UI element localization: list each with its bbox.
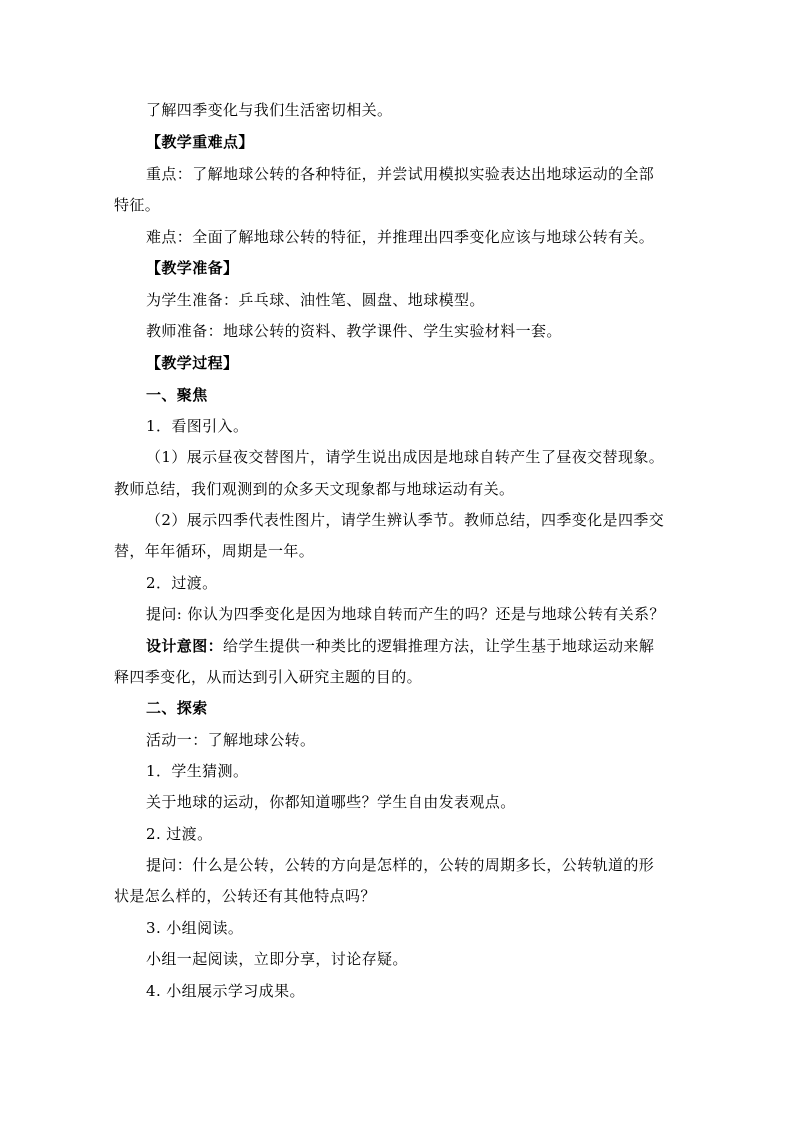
paragraph-key-point: 重点：了解地球公转的各种特征，并尝试用模拟实验表达出地球运动的全部 — [146, 165, 655, 183]
section-heading-process: 【教学过程】 — [146, 354, 239, 372]
paragraph: 了解四季变化与我们生活密切相关。 — [146, 101, 393, 119]
subsection-heading-explore: 二、探索 — [146, 699, 208, 717]
list-item: 2．过渡。 — [146, 574, 218, 592]
activity-title: 活动一：了解地球公转。 — [146, 731, 316, 749]
paragraph-difficulty: 难点：全面了解地球公转的特征，并推理出四季变化应该与地球公转有关。 — [146, 228, 655, 246]
paragraph: （1）展示昼夜交替图片，请学生说出成因是地球自转产生了昼夜交替现象。 — [146, 448, 665, 466]
paragraph-design-intent — [0, 636, 794, 656]
paragraph-design-intent-cont: 释四季变化，从而达到引入研究主题的目的。 — [114, 668, 423, 686]
paragraph-teacher-prep: 教师准备：地球公转的资料、教学课件、学生实验材料一套。 — [146, 322, 562, 340]
paragraph-cont: 教师总结，我们观测到的众多天文现象都与地球运动有关。 — [114, 480, 515, 498]
section-heading-preparation: 【教学准备】 — [146, 259, 239, 277]
paragraph: （2）展示四季代表性图片，请学生辨认季节。教师总结，四季变化是四季交 — [146, 511, 665, 529]
design-intent-text: 给学生提供一种类比的逻辑推理方法，让学生基于地球运动来解 — [223, 637, 655, 655]
list-item: 2. 过渡。 — [146, 825, 213, 843]
paragraph-key-point-cont: 特征。 — [114, 196, 161, 214]
paragraph-cont: 替，年年循环，周期是一年。 — [114, 542, 315, 560]
design-intent-label: 设计意图： — [146, 637, 224, 655]
section-heading-difficulties: 【教学重难点】 — [146, 133, 254, 151]
list-item: 4. 小组展示学习成果。 — [146, 982, 305, 1000]
paragraph-question: 提问：什么是公转，公转的方向是怎样的，公转的周期多长，公转轨道的形 — [146, 856, 655, 874]
subsection-heading-focus: 一、聚焦 — [146, 386, 208, 404]
paragraph-student-prep: 为学生准备：乒乓球、油性笔、圆盘、地球模型。 — [146, 291, 485, 309]
list-item: 1．学生猜测。 — [146, 762, 249, 780]
paragraph-question: 提问: 你认为四季变化是因为地球自转而产生的吗？还是与地球公转有关系？ — [146, 605, 665, 623]
paragraph-question-cont: 状是怎么样的，公转还有其他特点吗？ — [114, 887, 376, 905]
list-item: 3. 小组阅读。 — [146, 919, 244, 937]
paragraph: 关于地球的运动，你都知道哪些？学生自由发表观点。 — [146, 793, 516, 811]
list-item: 1．看图引入。 — [146, 417, 249, 435]
paragraph: 小组一起阅读，立即分享，讨论存疑。 — [146, 950, 408, 968]
